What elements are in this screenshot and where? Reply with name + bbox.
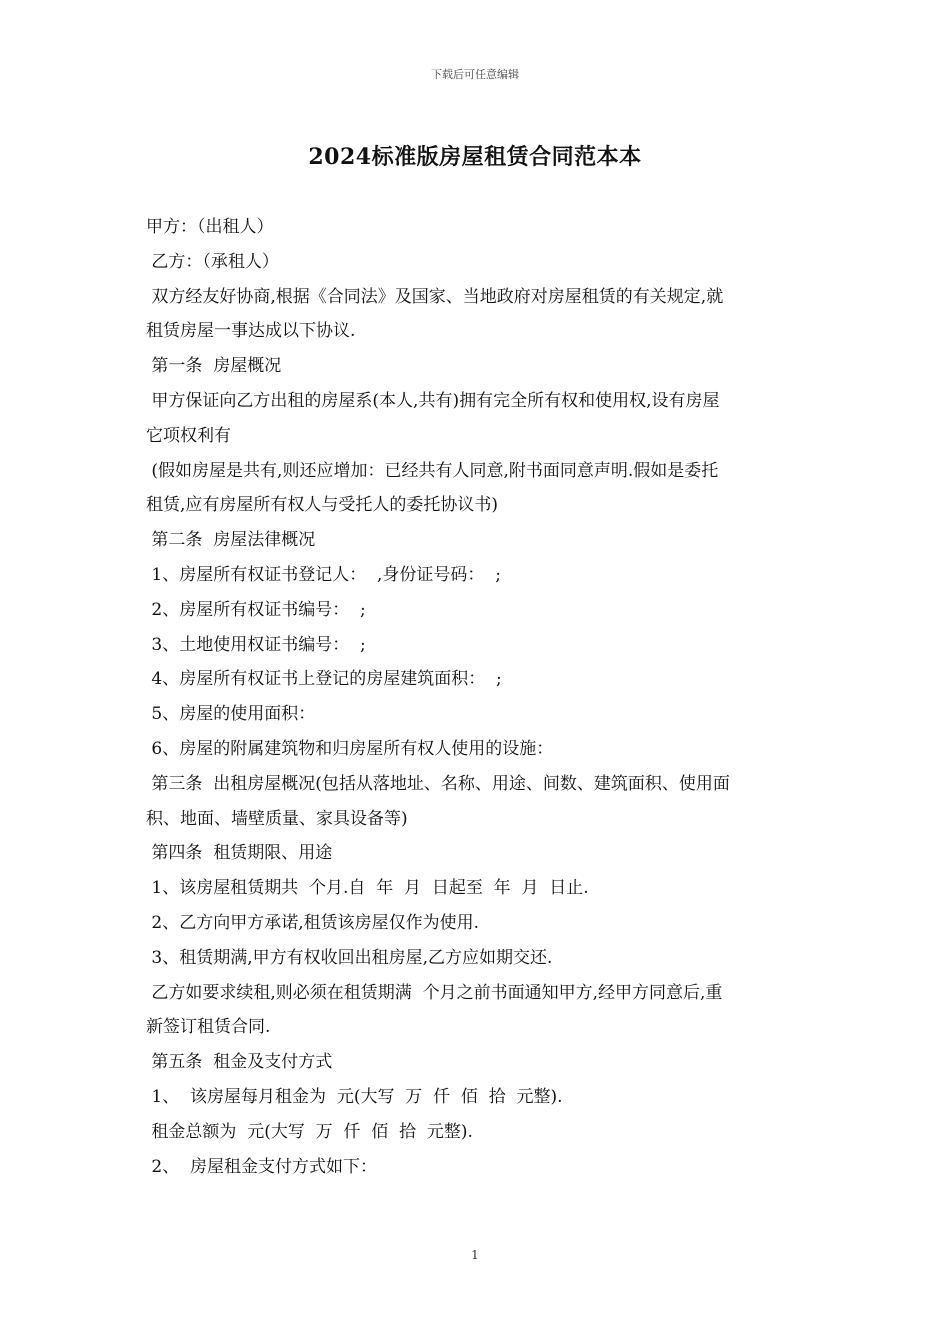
text-line: 新签订租赁合同. (146, 1017, 271, 1038)
text-line: 4、房屋所有权证书上登记的房屋建筑面积： ; (146, 669, 502, 690)
text-line: 它项权利有 (146, 425, 231, 446)
text-line: 3、土地使用权证书编号： ; (146, 634, 366, 655)
text-line: 3、租赁期满,甲方有权收回出租房屋,乙方应如期交还. (146, 947, 553, 968)
section-heading: 第四条 租赁期限、用途 (146, 843, 333, 864)
text-line: 积、地面、墙壁质量、家具设备等) (146, 808, 408, 829)
text-line: 5、房屋的使用面积： (146, 704, 316, 725)
text-line: 租赁房屋一事达成以下协议. (146, 321, 356, 342)
text-line: 租金总额为 元(大写 万 仟 佰 拾 元整). (146, 1121, 473, 1142)
text-line: 2、房屋所有权证书编号： ; (146, 599, 366, 620)
text-line: (假如房屋是共有,则还应增加：已经共有人同意,附书面同意声明.假如是委托 (146, 460, 719, 481)
page-number: 1 (471, 1248, 479, 1262)
text-line: 6、房屋的附属建筑物和归房屋所有权人使用的设施： (146, 738, 554, 759)
text-line: 乙方：（承租人） (146, 251, 279, 272)
header-note: 下载后可任意编辑 (431, 68, 519, 81)
section-heading: 第一条 房屋概况 (146, 356, 282, 377)
section-heading: 第三条 出租房屋概况(包括从落地址、名称、用途、间数、建筑面积、使用面 (146, 773, 730, 794)
text-line: 1、该房屋租赁期共 个月.自 年 月 日起至 年 月 日止. (146, 878, 589, 899)
text-line: 甲方：（出租人） (146, 217, 274, 237)
text-line: 2、乙方向甲方承诺,租赁该房屋仅作为使用. (146, 912, 480, 933)
text-line: 1、房屋所有权证书登记人： ,身份证号码： ; (146, 564, 501, 585)
contract-body (146, 210, 816, 1184)
text-line: 1、 该房屋每月租金为 元(大写 万 仟 佰 拾 元整). (146, 1086, 563, 1107)
text-line: 双方经友好协商,根据《合同法》及国家、当地政府对房屋租赁的有关规定,就 (146, 286, 724, 307)
section-heading: 第二条 房屋法律概况 (146, 530, 316, 551)
text-line: 甲方保证向乙方出租的房屋系(本人,共有)拥有完全所有权和使用权,设有房屋 (146, 390, 720, 411)
text-line: 2、 房屋租金支付方式如下： (146, 1156, 378, 1177)
text-line: 租赁,应有房屋所有权人与受托人的委托协议书) (146, 495, 499, 516)
document-title: 2024标准版房屋租赁合同范本本 (308, 144, 642, 170)
section-heading: 第五条 租金及支付方式 (146, 1052, 333, 1073)
text-line: 乙方如要求续租,则必须在租赁期满 个月之前书面通知甲方,经甲方同意后,重 (146, 982, 723, 1003)
